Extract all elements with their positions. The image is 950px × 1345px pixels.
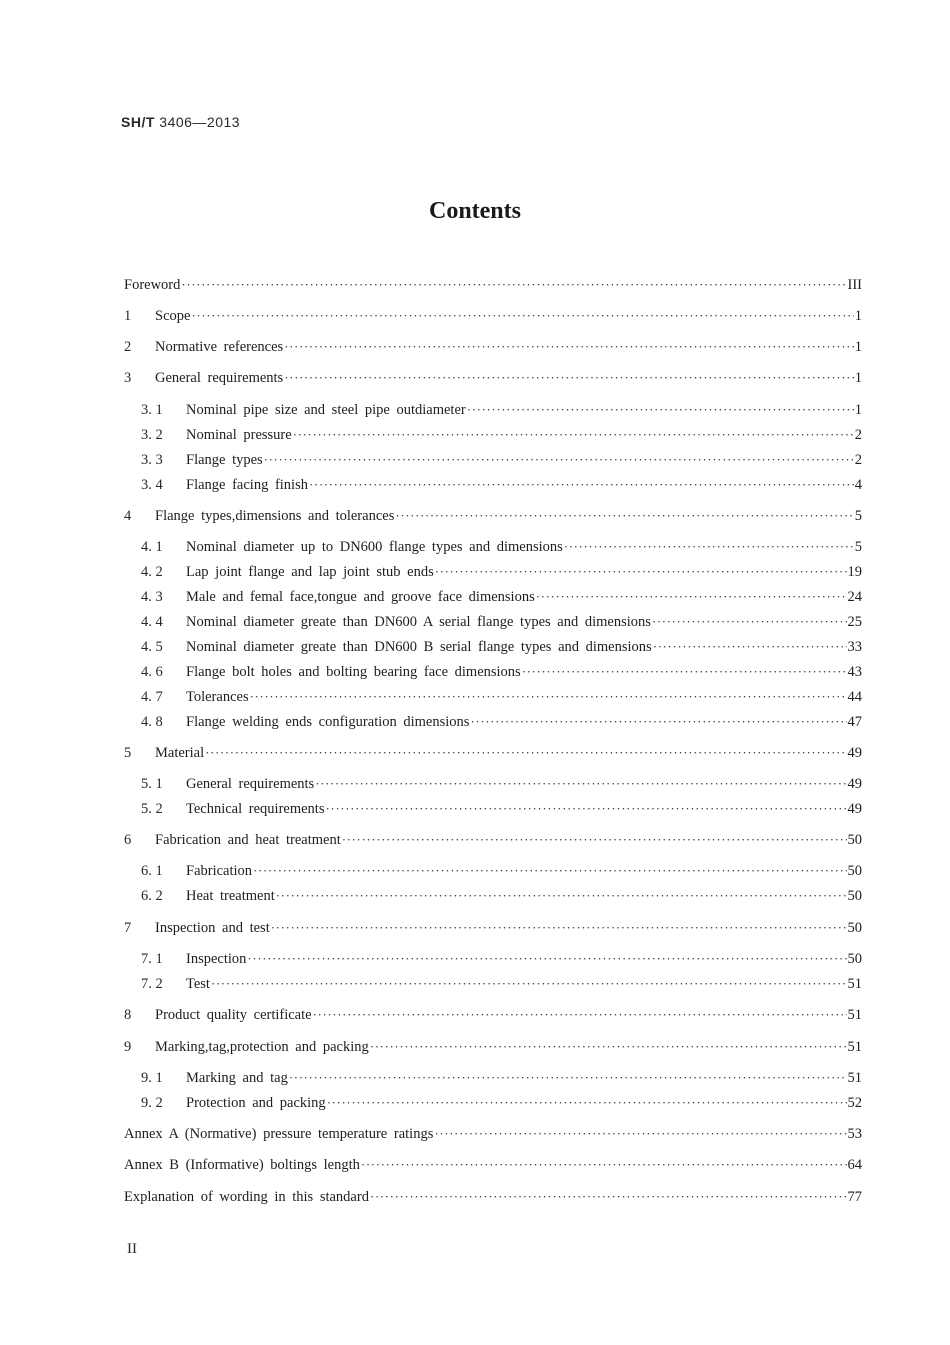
toc-entry[interactable]: [141, 1093, 862, 1113]
toc-entry[interactable]: [141, 562, 862, 582]
toc-entry-page: 64: [847, 1157, 862, 1173]
toc-entry-label: Technical requirements: [186, 801, 325, 817]
toc-entry[interactable]: [124, 1037, 862, 1057]
toc-entry-label: Tolerances: [186, 689, 249, 705]
toc-dot-leader: [247, 949, 846, 969]
toc-entry-page: 1: [854, 370, 862, 386]
toc-dot-leader: [250, 687, 847, 707]
toc-dot-leader: [313, 1005, 847, 1025]
toc-entry-label: Lap joint flange and lap joint stub ends: [186, 564, 434, 580]
toc-entry-number: 4. 6: [141, 664, 163, 680]
toc-entry-label: Product quality certificate: [155, 1007, 312, 1023]
toc-dot-leader: [309, 475, 854, 495]
toc-entry-number: 2: [124, 339, 132, 355]
toc-dot-leader: [276, 886, 847, 906]
toc-dot-leader: [293, 425, 854, 445]
toc-entry-label: Flange bolt holes and bolting bearing face dimensions: [186, 664, 521, 680]
toc-entry-label: Annex B (Informative) boltings length: [124, 1157, 360, 1173]
toc-entry-page: 5: [854, 539, 862, 555]
toc-entry-page: 51: [847, 1039, 862, 1055]
toc-entry-page: 5: [854, 508, 862, 524]
toc-entry-page: 51: [847, 1070, 862, 1086]
toc-entry-number: 4. 7: [141, 689, 163, 705]
toc-entry-number: 3. 2: [141, 427, 163, 443]
toc-entry-number: 4. 4: [141, 614, 163, 630]
toc-entry-page: 50: [847, 832, 862, 848]
toc-dot-leader: [253, 861, 846, 881]
toc-entry-label: Protection and packing: [186, 1095, 326, 1111]
toc-entry[interactable]: [141, 799, 862, 819]
toc-entry[interactable]: [141, 687, 862, 707]
toc-dot-leader: [205, 743, 846, 763]
toc-dot-leader: [564, 537, 854, 557]
toc-dot-leader: [652, 612, 847, 632]
toc-entry-page: 2: [854, 452, 862, 468]
toc-dot-leader: [653, 637, 847, 657]
toc-dot-leader: [327, 1093, 847, 1113]
toc-entry[interactable]: [124, 1155, 862, 1175]
toc-dot-leader: [211, 974, 847, 994]
toc-entry-label: Fabrication: [186, 863, 253, 879]
toc-entry-number: 9. 1: [141, 1070, 163, 1086]
toc-entry-number: 8: [124, 1007, 132, 1023]
toc-entry[interactable]: [124, 337, 862, 357]
toc-entry[interactable]: [124, 1187, 862, 1207]
toc-entry-number: 6. 1: [141, 863, 163, 879]
toc-entry-label: Foreword: [124, 277, 181, 293]
toc-entry-number: 4. 5: [141, 639, 163, 655]
toc-dot-leader: [536, 587, 847, 607]
toc-entry[interactable]: [141, 637, 862, 657]
toc-entry-label: Flange facing finish: [186, 477, 308, 493]
toc-dot-leader: [522, 662, 847, 682]
toc-dot-leader: [264, 450, 854, 470]
toc-entry[interactable]: [141, 587, 862, 607]
toc-entry-page: 52: [847, 1095, 862, 1111]
toc-entry[interactable]: [141, 949, 862, 969]
toc-entry-page: 2: [854, 427, 862, 443]
page-title: Contents: [428, 198, 521, 224]
toc-entry-label: General requirements: [186, 776, 315, 792]
toc-entry-number: 4. 3: [141, 589, 163, 605]
toc-dot-leader: [395, 506, 853, 526]
toc-entry-number: 5. 2: [141, 801, 163, 817]
toc-entry[interactable]: [141, 1068, 862, 1088]
toc-entry-label: Male and femal face,tongue and groove face dimensions: [186, 589, 535, 605]
toc-entry-label: Nominal pipe size and steel pipe outdiameter: [186, 402, 466, 418]
toc-entry-number: 3. 4: [141, 477, 163, 493]
toc-dot-leader: [370, 1187, 847, 1207]
toc-entry-label: Heat treatment: [186, 888, 275, 904]
toc-entry-label: Inspection: [186, 951, 247, 967]
toc-entry-number: 6: [124, 832, 132, 848]
toc-entry-number: 7: [124, 920, 132, 936]
toc-entry-number: 1: [124, 308, 132, 324]
toc-entry-number: 9: [124, 1039, 132, 1055]
toc-entry-number: 3. 1: [141, 402, 163, 418]
toc-entry[interactable]: [141, 774, 862, 794]
toc-entry-page: 50: [847, 888, 862, 904]
document-code-number: 3406—2013: [159, 114, 241, 130]
toc-entry-label: General requirements: [155, 370, 284, 386]
toc-entry-page: 49: [847, 745, 862, 761]
toc-entry-label: Nominal pressure: [186, 427, 292, 443]
toc-entry-page: 25: [847, 614, 862, 630]
toc-dot-leader: [467, 400, 854, 420]
toc-entry[interactable]: [141, 886, 862, 906]
toc-entry-label: Flange types: [186, 452, 263, 468]
toc-entry[interactable]: [124, 918, 862, 938]
toc-entry-label: Inspection and test: [155, 920, 270, 936]
toc-entry-page: 50: [847, 863, 862, 879]
toc-entry-label: Test: [186, 976, 210, 992]
toc-dot-leader: [370, 1037, 847, 1057]
toc-entry[interactable]: [124, 368, 862, 388]
toc-entry[interactable]: [141, 712, 862, 732]
toc-entry-page: 47: [847, 714, 862, 730]
toc-entry-number: 6. 2: [141, 888, 163, 904]
toc-dot-leader: [289, 1068, 847, 1088]
toc-entry-number: 7. 1: [141, 951, 163, 967]
toc-entry-label: Flange welding ends configuration dimensions: [186, 714, 470, 730]
toc-entry-number: 4. 8: [141, 714, 163, 730]
toc-entry-label: Scope: [155, 308, 191, 324]
toc-entry-page: 51: [847, 976, 862, 992]
toc-entry-page: 33: [847, 639, 862, 655]
toc-entry-page: 51: [847, 1007, 862, 1023]
toc-entry[interactable]: [124, 1005, 862, 1025]
toc-entry-page: 77: [847, 1189, 862, 1205]
toc-dot-leader: [361, 1155, 847, 1175]
toc-dot-leader: [191, 306, 853, 326]
toc-entry[interactable]: [141, 861, 862, 881]
toc-entry-page: 49: [847, 776, 862, 792]
toc-entry-number: 3: [124, 370, 132, 386]
toc-entry[interactable]: [124, 743, 862, 763]
toc-dot-leader: [435, 562, 847, 582]
toc-entry-number: 5. 1: [141, 776, 163, 792]
toc-entry-number: 4: [124, 508, 132, 524]
toc-entry-page: 43: [847, 664, 862, 680]
toc-entry-page: 49: [847, 801, 862, 817]
toc-entry-label: Nominal diameter greate than DN600 A serial flange types and dimensions: [186, 614, 651, 630]
toc-entry-label: Nominal diameter up to DN600 flange types and dimensions: [186, 539, 563, 555]
toc-entry-page: 50: [847, 951, 862, 967]
toc-entry-number: 4. 2: [141, 564, 163, 580]
toc-entry-label: Marking and tag: [186, 1070, 288, 1086]
toc-entry-label: Nominal diameter greate than DN600 B serial flange types and dimensions: [186, 639, 652, 655]
toc-entry[interactable]: [124, 506, 862, 526]
toc-dot-leader: [470, 712, 846, 732]
toc-entry[interactable]: [141, 400, 862, 420]
toc-dot-leader: [434, 1124, 846, 1144]
toc-entry[interactable]: [124, 275, 862, 295]
toc-entry-label: Annex A (Normative) pressure temperature ratings: [124, 1126, 434, 1142]
toc-entry-page: 4: [854, 477, 862, 493]
toc-entry-number: 4. 1: [141, 539, 163, 555]
toc-entry-number: 3. 3: [141, 452, 163, 468]
toc-entry-label: Explanation of wording in this standard: [124, 1189, 369, 1205]
toc-entry[interactable]: [141, 450, 862, 470]
toc-entry-number: 5: [124, 745, 132, 761]
page-number: II: [127, 1241, 137, 1257]
toc-entry-page: 53: [847, 1126, 862, 1142]
toc-entry-page: 19: [847, 564, 862, 580]
toc-entry-label: Flange types,dimensions and tolerances: [155, 508, 395, 524]
toc-entry[interactable]: [141, 425, 862, 445]
toc-entry[interactable]: [124, 830, 862, 850]
toc-entry-page: 24: [847, 589, 862, 605]
toc-entry-label: Fabrication and heat treatment: [155, 832, 341, 848]
toc-dot-leader: [284, 368, 854, 388]
toc-entry[interactable]: [141, 537, 862, 557]
toc-entry-number: 7. 2: [141, 976, 163, 992]
toc-entry-page: 1: [854, 402, 862, 418]
toc-entry-page: 1: [854, 308, 862, 324]
toc-entry-label: Marking,tag,protection and packing: [155, 1039, 369, 1055]
toc-entry-number: 9. 2: [141, 1095, 163, 1111]
toc-entry[interactable]: [141, 475, 862, 495]
toc-entry-page: 50: [847, 920, 862, 936]
document-code-prefix: SH/T: [121, 114, 155, 130]
toc-entry-page: 1: [854, 339, 862, 355]
toc-entry[interactable]: [141, 974, 862, 994]
toc-entry[interactable]: [124, 306, 862, 326]
toc-entry-label: Normative references: [155, 339, 284, 355]
toc-entry-page: III: [847, 277, 862, 293]
toc-entry-page: 44: [847, 689, 862, 705]
toc-dot-leader: [315, 774, 846, 794]
toc-dot-leader: [325, 799, 846, 819]
toc-dot-leader: [342, 830, 847, 850]
toc-entry[interactable]: [141, 662, 862, 682]
toc-dot-leader: [271, 918, 847, 938]
toc-entry-label: Material: [155, 745, 205, 761]
toc-entry[interactable]: [141, 612, 862, 632]
toc-dot-leader: [181, 275, 846, 295]
toc-entry[interactable]: [124, 1124, 862, 1144]
toc-dot-leader: [284, 337, 854, 357]
